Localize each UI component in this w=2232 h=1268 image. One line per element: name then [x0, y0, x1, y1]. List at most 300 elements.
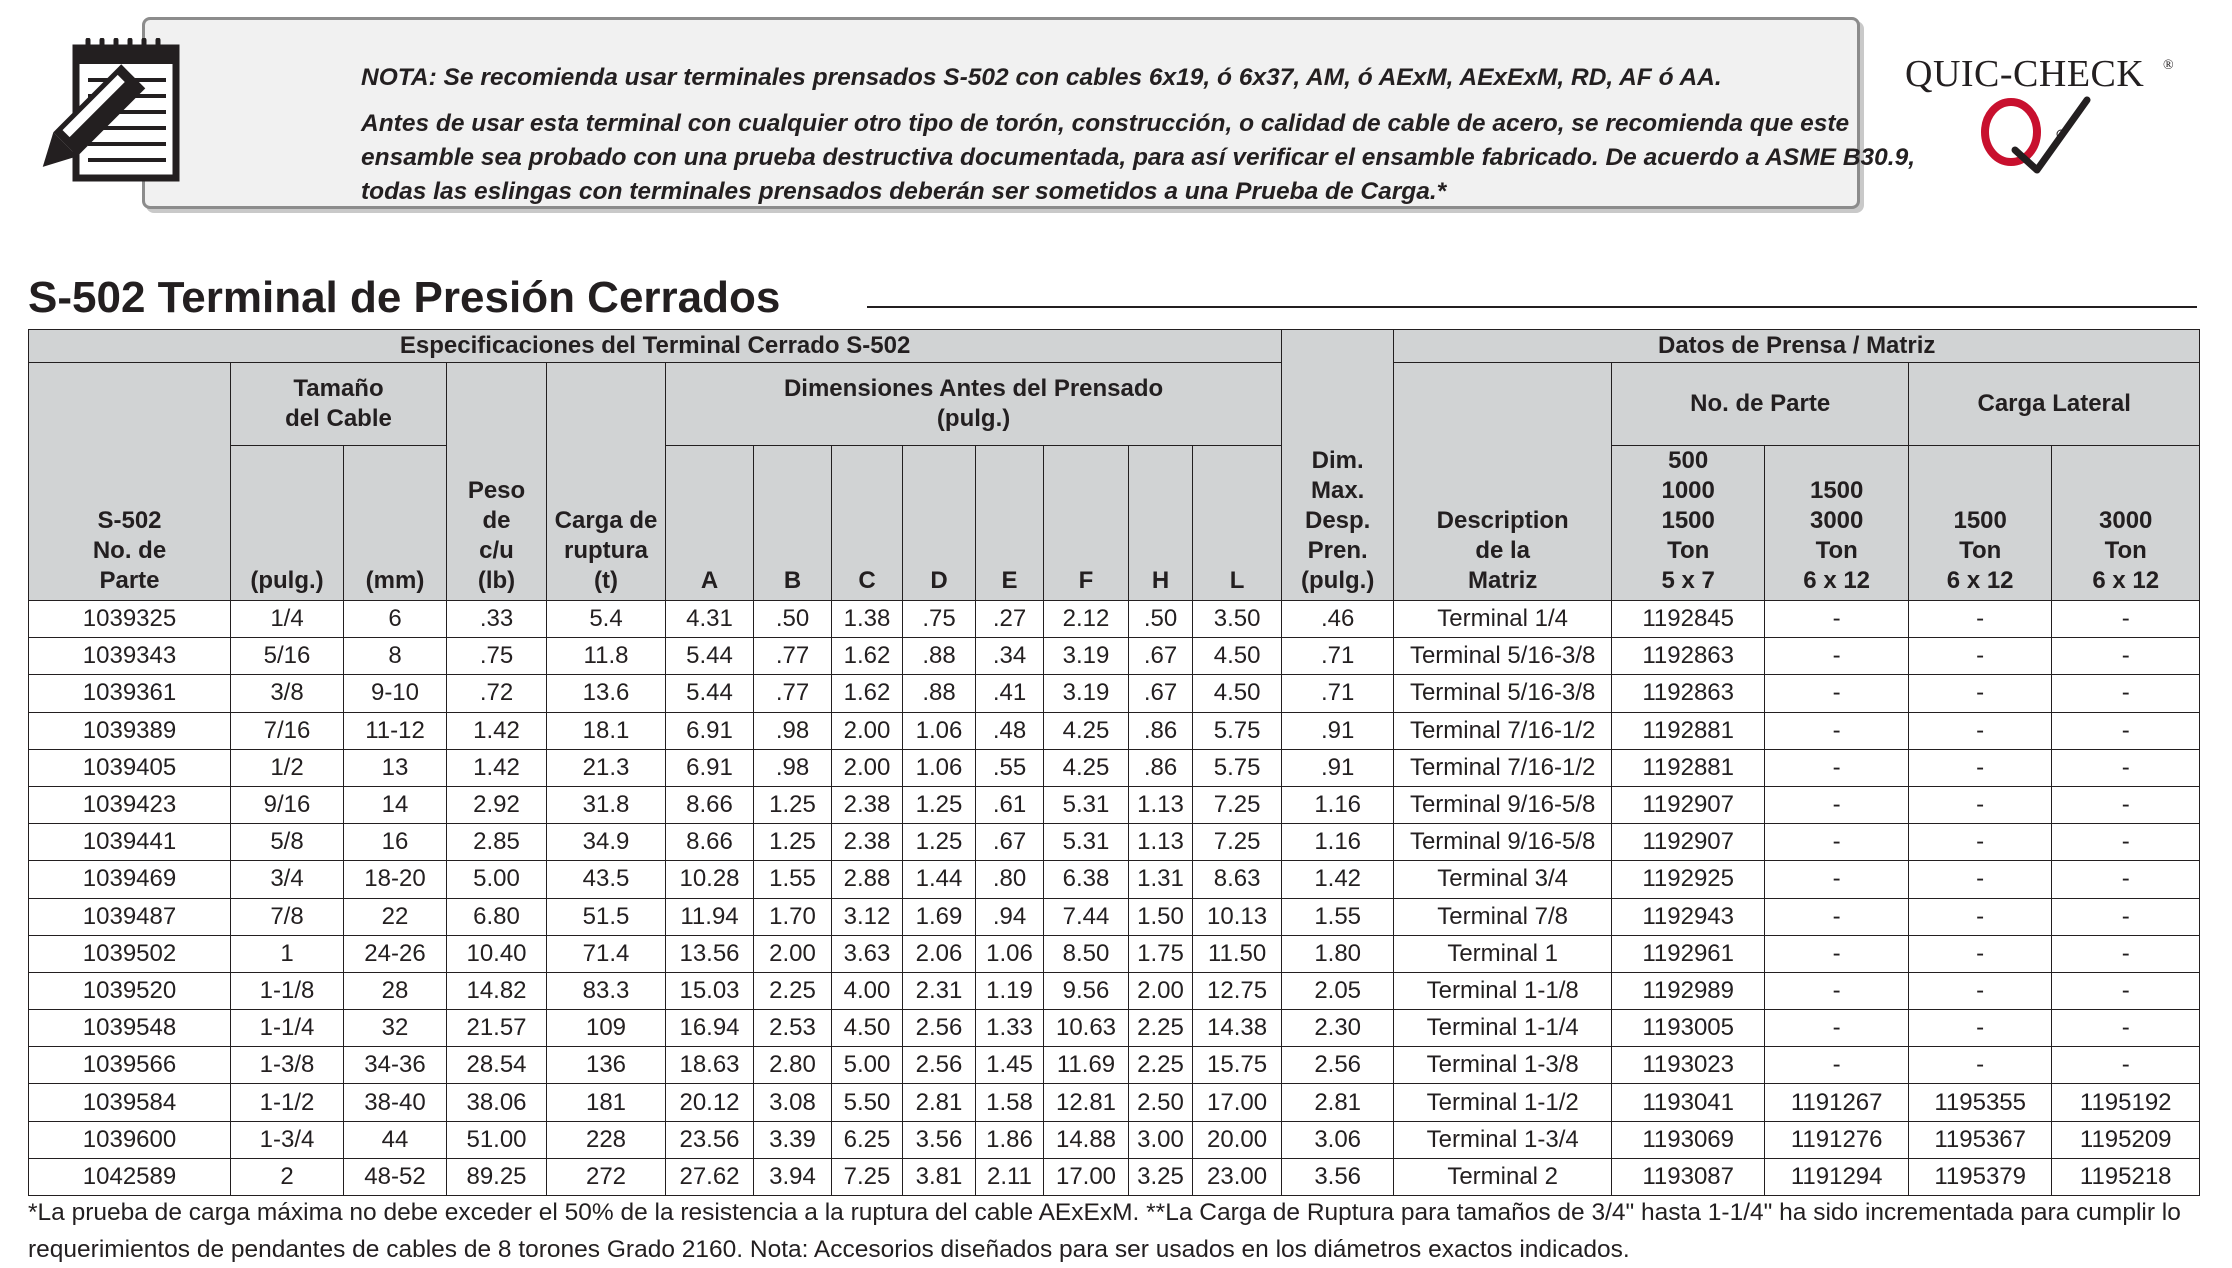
cell-dim-d: .88 [903, 675, 976, 712]
cell-dim-f: 4.25 [1044, 749, 1129, 786]
cell-part-no: 1039405 [29, 749, 231, 786]
header-part-numbers: No. de Parte [1612, 363, 1909, 446]
cell-dim-l: 5.75 [1193, 712, 1282, 749]
cell-lateral-1500: - [1909, 935, 2052, 972]
table-row [29, 972, 2200, 1009]
cell-max-dim: 3.06 [1282, 1121, 1394, 1158]
cell-dim-h: .67 [1129, 638, 1193, 675]
cell-die-description: Terminal 7/16-1/2 [1394, 712, 1612, 749]
cell-dim-h: 3.00 [1129, 1121, 1193, 1158]
spec-table [28, 329, 2200, 1196]
cell-size-in: 1-1/8 [231, 972, 344, 1009]
logo-text: QUIC-CHECK [1905, 53, 2145, 95]
cell-max-dim: .71 [1282, 675, 1394, 712]
cell-press-part-5x7: 1193005 [1612, 1010, 1765, 1047]
cell-die-description: Terminal 7/8 [1394, 898, 1612, 935]
cell-dim-f: 11.69 [1044, 1047, 1129, 1084]
cell-lateral-3000: - [2052, 638, 2200, 675]
cell-dim-e: 1.58 [976, 1084, 1044, 1121]
cell-weight: 2.85 [447, 824, 547, 861]
cell-size-mm: 24-26 [344, 935, 447, 972]
cell-weight: 51.00 [447, 1121, 547, 1158]
cell-dim-c: 2.00 [832, 749, 903, 786]
cell-dim-l: 12.75 [1193, 972, 1282, 1009]
cell-dim-f: 10.63 [1044, 1010, 1129, 1047]
cell-size-mm: 14 [344, 786, 447, 823]
cell-press-part-5x7: 1193087 [1612, 1158, 1765, 1195]
cell-dim-a: 23.56 [666, 1121, 754, 1158]
cell-breaking-load: 228 [547, 1121, 666, 1158]
header-lateral-load: Carga Lateral [1909, 363, 2200, 446]
header-weight: Peso de c/u (lb) [447, 363, 547, 601]
cell-dim-b: .77 [754, 675, 832, 712]
cell-dim-b: 2.53 [754, 1010, 832, 1047]
cell-max-dim: 2.05 [1282, 972, 1394, 1009]
cell-press-part-6x12: - [1765, 601, 1909, 638]
cell-dim-c: 7.25 [832, 1158, 903, 1195]
cell-press-part-5x7: 1193069 [1612, 1121, 1765, 1158]
cell-dim-e: .41 [976, 675, 1044, 712]
cell-dim-e: 1.19 [976, 972, 1044, 1009]
note-body: Antes de usar esta terminal con cualquier otro tipo de torón, construcción, o calidad de cable de acero, se recomienda que este ensamble sea probado con una prueba destructiva documentada, para así verificar el ensamble fabricado. De acuerdo a ASME B30.9, todas las eslingas con terminales prensados deberán ser sometidos a una Prueba de Carga.* [361, 110, 1916, 205]
cell-dim-e: 1.45 [976, 1047, 1044, 1084]
cell-weight: 89.25 [447, 1158, 547, 1195]
cell-dim-b: 3.08 [754, 1084, 832, 1121]
header-breaking-load: Carga de ruptura (t) [547, 363, 666, 601]
cell-dim-d: 1.69 [903, 898, 976, 935]
cell-size-in: 3/8 [231, 675, 344, 712]
header-dimensions: Dimensiones Antes del Prensado (pulg.) [666, 363, 1282, 446]
cell-dim-e: .48 [976, 712, 1044, 749]
cell-max-dim: 2.30 [1282, 1010, 1394, 1047]
cell-dim-b: 3.39 [754, 1121, 832, 1158]
cell-dim-e: .94 [976, 898, 1044, 935]
cell-dim-h: .86 [1129, 749, 1193, 786]
logo-registered: ® [2163, 58, 2174, 73]
cell-press-part-5x7: 1192943 [1612, 898, 1765, 935]
cell-breaking-load: 272 [547, 1158, 666, 1195]
cell-press-part-6x12: - [1765, 935, 1909, 972]
cell-die-description: Terminal 1 [1394, 935, 1612, 972]
cell-part-no: 1039584 [29, 1084, 231, 1121]
cell-press-part-6x12: - [1765, 749, 1909, 786]
cell-part-no: 1039548 [29, 1010, 231, 1047]
cell-dim-b: 2.00 [754, 935, 832, 972]
table-row [29, 601, 2200, 638]
cell-dim-c: 2.38 [832, 786, 903, 823]
page-title: S-502 Terminal de Presión Cerrados [28, 273, 781, 322]
cell-dim-f: 7.44 [1044, 898, 1129, 935]
cell-lateral-1500: - [1909, 824, 2052, 861]
cell-size-mm: 34-36 [344, 1047, 447, 1084]
cell-weight: 1.42 [447, 749, 547, 786]
cell-lateral-1500: 1195379 [1909, 1158, 2052, 1195]
table-row [29, 786, 2200, 823]
cell-lateral-3000: - [2052, 972, 2200, 1009]
cell-lateral-3000: 1195209 [2052, 1121, 2200, 1158]
cell-lateral-1500: - [1909, 786, 2052, 823]
cell-dim-e: 1.33 [976, 1010, 1044, 1047]
header-cable-mm: (mm) [344, 446, 447, 601]
cell-part-no: 1039441 [29, 824, 231, 861]
cell-dim-a: 10.28 [666, 861, 754, 898]
cell-press-part-6x12: - [1765, 675, 1909, 712]
cell-dim-d: 2.56 [903, 1010, 976, 1047]
cell-max-dim: .71 [1282, 638, 1394, 675]
header-dim-a: A [666, 446, 754, 601]
cell-size-in: 1-1/4 [231, 1010, 344, 1047]
cell-part-no: 1039487 [29, 898, 231, 935]
cell-part-no: 1042589 [29, 1158, 231, 1195]
cell-die-description: Terminal 1-3/4 [1394, 1121, 1612, 1158]
cell-dim-e: 1.06 [976, 935, 1044, 972]
cell-size-mm: 13 [344, 749, 447, 786]
table-row [29, 1084, 2200, 1121]
cell-dim-c: 1.62 [832, 638, 903, 675]
cell-dim-c: 1.38 [832, 601, 903, 638]
cell-dim-d: 1.06 [903, 749, 976, 786]
header-die-description: Description de la Matriz [1394, 363, 1612, 601]
cell-breaking-load: 5.4 [547, 601, 666, 638]
cell-dim-l: 23.00 [1193, 1158, 1282, 1195]
cell-dim-l: 10.13 [1193, 898, 1282, 935]
cell-die-description: Terminal 5/16-3/8 [1394, 675, 1612, 712]
cell-size-in: 3/4 [231, 861, 344, 898]
cell-part-no: 1039566 [29, 1047, 231, 1084]
cell-lateral-3000: - [2052, 675, 2200, 712]
cell-size-mm: 32 [344, 1010, 447, 1047]
cell-dim-d: .75 [903, 601, 976, 638]
header-dim-b: B [754, 446, 832, 601]
cell-lateral-1500: - [1909, 1010, 2052, 1047]
cell-press-part-6x12: - [1765, 638, 1909, 675]
cell-dim-e: 2.11 [976, 1158, 1044, 1195]
cell-dim-a: 18.63 [666, 1047, 754, 1084]
cell-dim-h: 1.50 [1129, 898, 1193, 935]
cell-breaking-load: 31.8 [547, 786, 666, 823]
cell-dim-c: 5.00 [832, 1047, 903, 1084]
table-row [29, 898, 2200, 935]
cell-press-part-6x12: - [1765, 824, 1909, 861]
cell-max-dim: 1.16 [1282, 824, 1394, 861]
cell-press-part-5x7: 1192961 [1612, 935, 1765, 972]
cell-dim-h: 2.25 [1129, 1010, 1193, 1047]
cell-die-description: Terminal 2 [1394, 1158, 1612, 1195]
cell-lateral-3000: - [2052, 935, 2200, 972]
cell-size-mm: 8 [344, 638, 447, 675]
cell-dim-l: 7.25 [1193, 824, 1282, 861]
cell-dim-f: 3.19 [1044, 675, 1129, 712]
cell-dim-f: 5.31 [1044, 786, 1129, 823]
cell-lateral-1500: - [1909, 638, 2052, 675]
cell-size-in: 7/16 [231, 712, 344, 749]
cell-dim-e: .34 [976, 638, 1044, 675]
cell-size-mm: 48-52 [344, 1158, 447, 1195]
cell-lateral-1500: 1195367 [1909, 1121, 2052, 1158]
title-rule [867, 306, 2197, 308]
cell-dim-l: 20.00 [1193, 1121, 1282, 1158]
cell-size-in: 2 [231, 1158, 344, 1195]
cell-breaking-load: 51.5 [547, 898, 666, 935]
cell-size-mm: 16 [344, 824, 447, 861]
header-dim-l: L [1193, 446, 1282, 601]
cell-weight: 38.06 [447, 1084, 547, 1121]
cell-max-dim: .46 [1282, 601, 1394, 638]
cell-dim-a: 6.91 [666, 749, 754, 786]
cell-dim-b: .98 [754, 749, 832, 786]
cell-dim-h: 1.13 [1129, 824, 1193, 861]
cell-press-part-5x7: 1192845 [1612, 601, 1765, 638]
cell-dim-l: 7.25 [1193, 786, 1282, 823]
cell-dim-f: 9.56 [1044, 972, 1129, 1009]
cell-die-description: Terminal 1-3/8 [1394, 1047, 1612, 1084]
cell-size-mm: 9-10 [344, 675, 447, 712]
cell-breaking-load: 109 [547, 1010, 666, 1047]
cell-part-no: 1039325 [29, 601, 231, 638]
cell-lateral-3000: - [2052, 1047, 2200, 1084]
cell-breaking-load: 18.1 [547, 712, 666, 749]
cell-press-part-5x7: 1192907 [1612, 824, 1765, 861]
cell-dim-a: 20.12 [666, 1084, 754, 1121]
cell-weight: .72 [447, 675, 547, 712]
cell-lateral-3000: - [2052, 712, 2200, 749]
cell-dim-b: .50 [754, 601, 832, 638]
cell-dim-f: 14.88 [1044, 1121, 1129, 1158]
cell-size-in: 1/4 [231, 601, 344, 638]
cell-dim-h: .67 [1129, 675, 1193, 712]
cell-lateral-3000: - [2052, 786, 2200, 823]
header-part-no: S-502 No. de Parte [29, 363, 231, 601]
cell-weight: 5.00 [447, 861, 547, 898]
cell-dim-h: 3.25 [1129, 1158, 1193, 1195]
cell-press-part-5x7: 1192907 [1612, 786, 1765, 823]
cell-dim-b: 3.94 [754, 1158, 832, 1195]
cell-die-description: Terminal 1/4 [1394, 601, 1612, 638]
group-header-specs: Especificaciones del Terminal Cerrado S-502 [29, 330, 1282, 363]
cell-part-no: 1039361 [29, 675, 231, 712]
table-row [29, 749, 2200, 786]
table-row [29, 675, 2200, 712]
cell-dim-a: 8.66 [666, 786, 754, 823]
cell-die-description: Terminal 1-1/4 [1394, 1010, 1612, 1047]
quic-check-logo [1905, 52, 2195, 172]
q-checkmark-icon [1975, 94, 2095, 174]
group-header-press: Datos de Prensa / Matriz [1394, 330, 2200, 363]
cell-press-part-5x7: 1192881 [1612, 749, 1765, 786]
table-body [29, 601, 2200, 1196]
cell-part-no: 1039389 [29, 712, 231, 749]
cell-dim-l: 17.00 [1193, 1084, 1282, 1121]
cell-dim-e: .55 [976, 749, 1044, 786]
table-row [29, 861, 2200, 898]
cell-press-part-6x12: 1191276 [1765, 1121, 1909, 1158]
cell-lateral-1500: - [1909, 1047, 2052, 1084]
cell-dim-b: 2.80 [754, 1047, 832, 1084]
cell-die-description: Terminal 9/16-5/8 [1394, 824, 1612, 861]
cell-dim-c: 2.00 [832, 712, 903, 749]
cell-dim-h: 2.00 [1129, 972, 1193, 1009]
notepad-pencil-icon [28, 38, 186, 198]
cell-dim-a: 6.91 [666, 712, 754, 749]
cell-dim-l: 3.50 [1193, 601, 1282, 638]
cell-dim-e: .27 [976, 601, 1044, 638]
cell-dim-h: 1.75 [1129, 935, 1193, 972]
header-press-1500-3000: 1500 3000 Ton 6 x 12 [1765, 446, 1909, 601]
cell-weight: 1.42 [447, 712, 547, 749]
cell-dim-f: 3.19 [1044, 638, 1129, 675]
cell-dim-h: 1.31 [1129, 861, 1193, 898]
cell-weight: 14.82 [447, 972, 547, 1009]
cell-dim-l: 11.50 [1193, 935, 1282, 972]
cell-press-part-6x12: - [1765, 972, 1909, 1009]
cell-die-description: Terminal 5/16-3/8 [1394, 638, 1612, 675]
cell-lateral-3000: - [2052, 861, 2200, 898]
cell-dim-d: 1.06 [903, 712, 976, 749]
cell-dim-b: .77 [754, 638, 832, 675]
cell-press-part-5x7: 1192989 [1612, 972, 1765, 1009]
cell-dim-c: 3.12 [832, 898, 903, 935]
table-row [29, 1010, 2200, 1047]
cell-weight: 10.40 [447, 935, 547, 972]
cell-lateral-3000: - [2052, 1010, 2200, 1047]
table-row [29, 1047, 2200, 1084]
cell-lateral-1500: - [1909, 601, 2052, 638]
cell-dim-d: 3.81 [903, 1158, 976, 1195]
cell-max-dim: 3.56 [1282, 1158, 1394, 1195]
table-row [29, 1158, 2200, 1195]
cell-press-part-5x7: 1192881 [1612, 712, 1765, 749]
cell-dim-f: 2.12 [1044, 601, 1129, 638]
cell-dim-e: .80 [976, 861, 1044, 898]
cell-die-description: Terminal 3/4 [1394, 861, 1612, 898]
header-cable-size: Tamaño del Cable [231, 363, 447, 446]
cell-dim-l: 14.38 [1193, 1010, 1282, 1047]
cell-size-in: 5/8 [231, 824, 344, 861]
cell-dim-c: 2.38 [832, 824, 903, 861]
header-dim-c: C [832, 446, 903, 601]
cell-dim-h: 2.50 [1129, 1084, 1193, 1121]
cell-breaking-load: 71.4 [547, 935, 666, 972]
cell-dim-f: 5.31 [1044, 824, 1129, 861]
header-cable-in: (pulg.) [231, 446, 344, 601]
header-dim-f: F [1044, 446, 1129, 601]
cell-lateral-1500: - [1909, 675, 2052, 712]
cell-max-dim: .91 [1282, 749, 1394, 786]
footnote: *La prueba de carga máxima no debe exceder el 50% de la resistencia a la ruptura del cable AExExM. **La Carga de Ruptura para tamaños de 3/4" hasta 1-1/4" ha sido incrementada para cumplir lo requerimientos de pendantes de cables de 8 torones Grado 2160. Nota: Accesorios diseñados para ser usados en los diámetros exactos indicados. [28, 1199, 2181, 1263]
cell-dim-h: 2.25 [1129, 1047, 1193, 1084]
cell-breaking-load: 13.6 [547, 675, 666, 712]
cell-die-description: Terminal 1-1/2 [1394, 1084, 1612, 1121]
cell-size-mm: 38-40 [344, 1084, 447, 1121]
cell-size-in: 5/16 [231, 638, 344, 675]
cell-lateral-1500: - [1909, 898, 2052, 935]
cell-dim-b: 1.55 [754, 861, 832, 898]
cell-die-description: Terminal 7/16-1/2 [1394, 749, 1612, 786]
note-line1: NOTA: Se recomienda usar terminales prensados S-502 con cables 6x19, ó 6x37, AM, ó AExM, AExExM, RD, AF ó AA. [361, 64, 1722, 91]
cell-size-mm: 22 [344, 898, 447, 935]
cell-dim-d: 3.56 [903, 1121, 976, 1158]
cell-weight: 21.57 [447, 1010, 547, 1047]
cell-dim-h: 1.13 [1129, 786, 1193, 823]
cell-press-part-6x12: 1191267 [1765, 1084, 1909, 1121]
cell-breaking-load: 34.9 [547, 824, 666, 861]
cell-dim-h: .86 [1129, 712, 1193, 749]
cell-size-in: 1 [231, 935, 344, 972]
cell-dim-l: 5.75 [1193, 749, 1282, 786]
header-dim-e: E [976, 446, 1044, 601]
cell-max-dim: 1.55 [1282, 898, 1394, 935]
cell-lateral-3000: - [2052, 898, 2200, 935]
cell-dim-d: .88 [903, 638, 976, 675]
cell-max-dim: 1.80 [1282, 935, 1394, 972]
table-row [29, 1121, 2200, 1158]
cell-dim-a: 15.03 [666, 972, 754, 1009]
cell-size-in: 1/2 [231, 749, 344, 786]
cell-lateral-3000: - [2052, 824, 2200, 861]
header-dim-h: H [1129, 446, 1193, 601]
cell-dim-d: 2.06 [903, 935, 976, 972]
cell-dim-a: 13.56 [666, 935, 754, 972]
cell-size-mm: 11-12 [344, 712, 447, 749]
cell-dim-a: 27.62 [666, 1158, 754, 1195]
cell-lateral-1500: - [1909, 861, 2052, 898]
cell-dim-a: 5.44 [666, 638, 754, 675]
cell-dim-f: 12.81 [1044, 1084, 1129, 1121]
cell-size-mm: 18-20 [344, 861, 447, 898]
cell-dim-f: 6.38 [1044, 861, 1129, 898]
cell-max-dim: 1.16 [1282, 786, 1394, 823]
cell-dim-c: 6.25 [832, 1121, 903, 1158]
cell-breaking-load: 83.3 [547, 972, 666, 1009]
cell-size-in: 9/16 [231, 786, 344, 823]
cell-dim-d: 2.81 [903, 1084, 976, 1121]
cell-dim-b: 1.25 [754, 786, 832, 823]
cell-dim-f: 4.25 [1044, 712, 1129, 749]
cell-dim-b: .98 [754, 712, 832, 749]
cell-dim-h: .50 [1129, 601, 1193, 638]
cell-dim-a: 16.94 [666, 1010, 754, 1047]
cell-dim-d: 2.31 [903, 972, 976, 1009]
header-max-dim: Dim. Max. Desp. Pren. (pulg.) [1282, 330, 1394, 601]
cell-dim-a: 8.66 [666, 824, 754, 861]
cell-lateral-1500: - [1909, 712, 2052, 749]
cell-press-part-6x12: - [1765, 786, 1909, 823]
header-lateral-1500: 1500 Ton 6 x 12 [1909, 446, 2052, 601]
cell-weight: 2.92 [447, 786, 547, 823]
table-row [29, 935, 2200, 972]
cell-breaking-load: 11.8 [547, 638, 666, 675]
table-row [29, 712, 2200, 749]
cell-press-part-5x7: 1192863 [1612, 638, 1765, 675]
cell-dim-l: 15.75 [1193, 1047, 1282, 1084]
cell-press-part-5x7: 1192863 [1612, 675, 1765, 712]
cell-size-mm: 6 [344, 601, 447, 638]
cell-max-dim: 2.81 [1282, 1084, 1394, 1121]
cell-dim-c: 4.00 [832, 972, 903, 1009]
cell-part-no: 1039520 [29, 972, 231, 1009]
cell-dim-d: 1.25 [903, 786, 976, 823]
cell-dim-a: 5.44 [666, 675, 754, 712]
cell-max-dim: .91 [1282, 712, 1394, 749]
cell-dim-d: 2.56 [903, 1047, 976, 1084]
cell-weight: 28.54 [447, 1047, 547, 1084]
cell-max-dim: 1.42 [1282, 861, 1394, 898]
cell-dim-d: 1.44 [903, 861, 976, 898]
cell-press-part-5x7: 1192925 [1612, 861, 1765, 898]
header-press-500-1500: 500 1000 1500 Ton 5 x 7 [1612, 446, 1765, 601]
cell-die-description: Terminal 1-1/8 [1394, 972, 1612, 1009]
cell-dim-c: 4.50 [832, 1010, 903, 1047]
